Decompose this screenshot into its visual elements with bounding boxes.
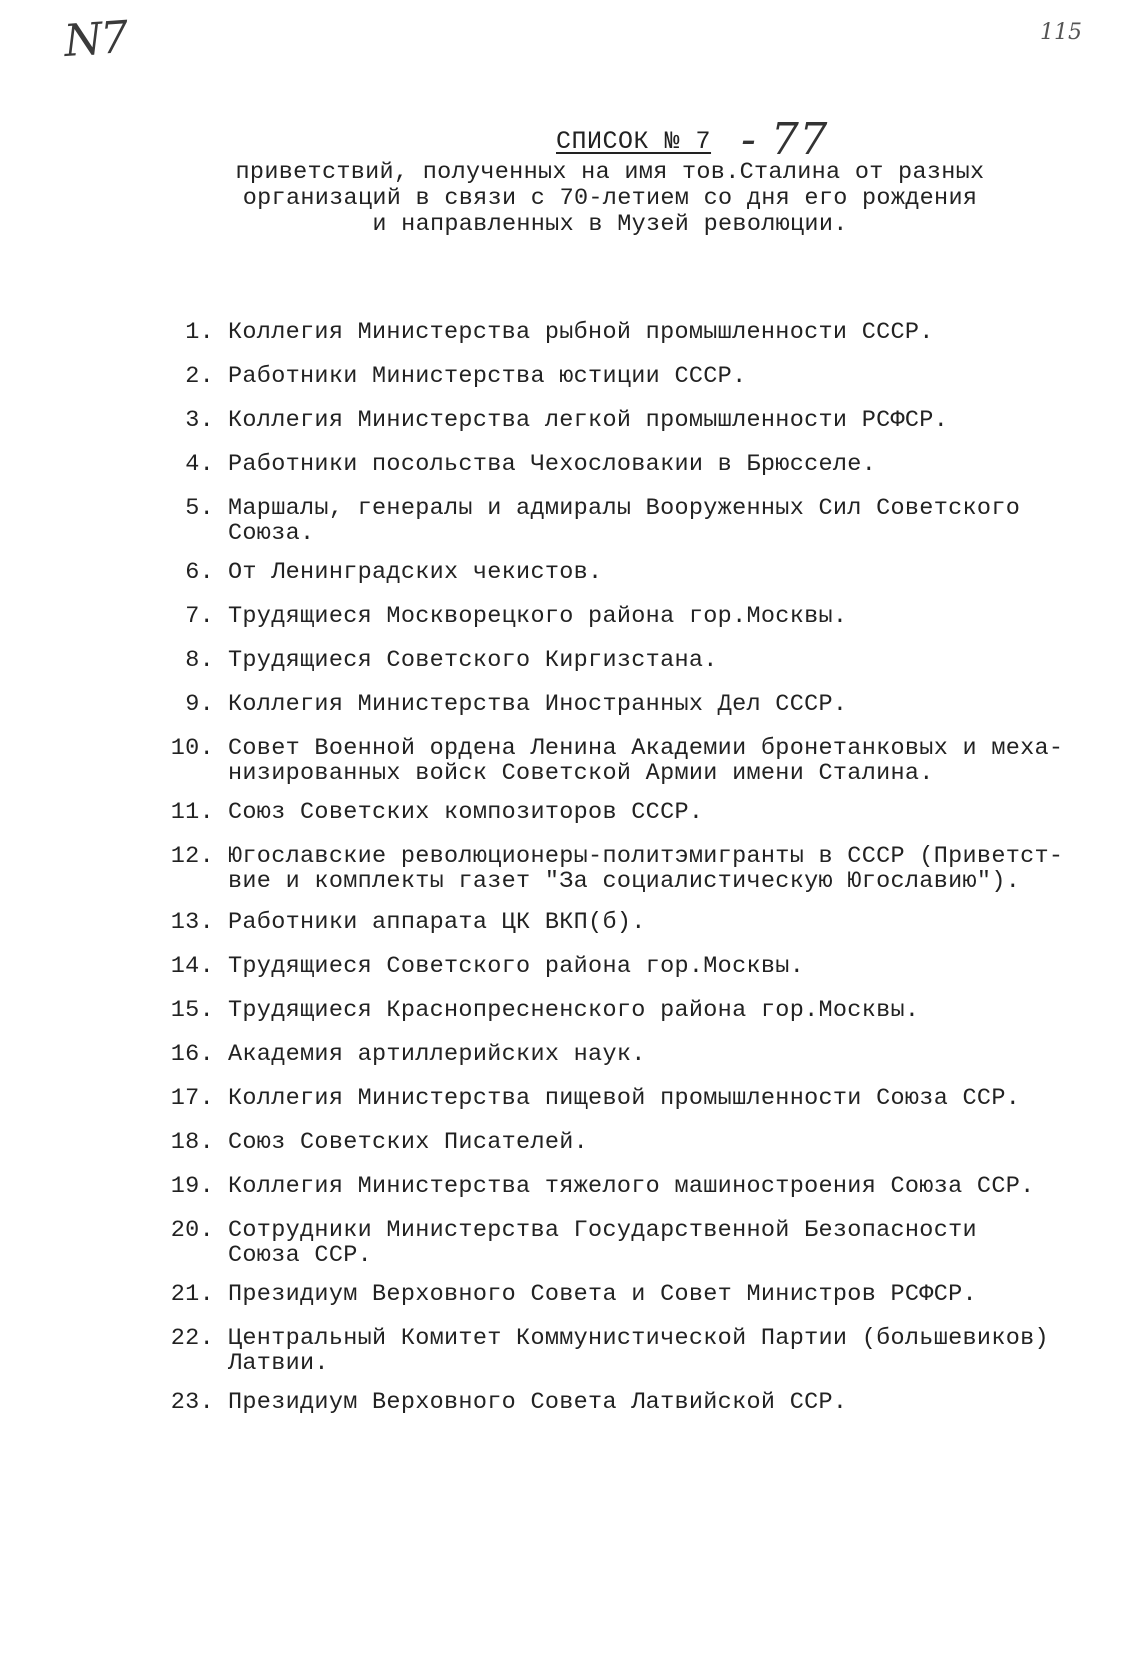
list-item-text: Президиум Верховного Совета Латвийской ССР. [228, 1389, 848, 1416]
list-item-text: Маршалы, генералы и адмиралы Вооруженных Сил Советского Союза. [228, 495, 1021, 547]
list-item-number: 4. [185, 451, 214, 478]
handwritten-folio-mark: N7 [62, 11, 129, 68]
list-item-number: 13. [170, 909, 214, 936]
list-item-number: 6. [185, 559, 214, 586]
list-item-number: 14. [170, 953, 214, 980]
list-item-number: 12. [170, 843, 214, 870]
list-item-text: Работники посольства Чехословакии в Брюсселе. [228, 451, 877, 478]
list-item-number: 19. [170, 1173, 214, 1200]
list-item-number: 1. [185, 319, 214, 346]
list-item-number: 17. [170, 1085, 214, 1112]
list-item-text: Коллегия Министерства Иностранных Дел СССР. [228, 691, 848, 718]
list-item-number: 7. [185, 603, 214, 630]
list-item-text: Центральный Комитет Коммунистической Партии (большевиков) Латвии. [228, 1325, 1049, 1377]
handwritten-page-number: 115 [1040, 20, 1082, 45]
document-title-line [556, 108, 828, 165]
document-title: СПИСОК № 7 [556, 127, 712, 156]
list-item-text: Коллегия Министерства пищевой промышленности Союза ССР. [228, 1085, 1021, 1112]
list-item-text: Президиум Верховного Совета и Совет Министров РСФСР. [228, 1281, 977, 1308]
list-item-number: 3. [185, 407, 214, 434]
list-item-number: 20. [170, 1217, 214, 1244]
list-item-number: 9. [185, 691, 214, 718]
list-item-number: 10. [170, 735, 214, 762]
list-item-number: 8. [185, 647, 214, 674]
list-item-text: Союз Советских Писателей. [228, 1129, 589, 1156]
subtitle-line: приветствий, полученных на имя тов.Сталина от разных [235, 159, 985, 186]
list-item-text: Югославские революционеры-политэмигранты в СССР (Приветст- вие и комплекты газет "За социалистическую Югославию"). [228, 843, 1064, 895]
handwritten-list-number: - 77 [741, 114, 828, 165]
list-item-text: Трудящиеся Москворецкого района гор.Москвы. [228, 603, 848, 630]
list-item-number: 16. [170, 1041, 214, 1068]
list-item-number: 2. [185, 363, 214, 390]
list-item-text: Коллегия Министерства тяжелого машиностроения Союза ССР. [228, 1173, 1035, 1200]
list-item-text: Коллегия Министерства легкой промышленности РСФСР. [228, 407, 949, 434]
list-item-text: Трудящиеся Советского Киргизстана. [228, 647, 718, 674]
list-item-text: Сотрудники Министерства Государственной Безопасности Союза ССР. [228, 1217, 977, 1269]
list-item-text: Академия артиллерийских наук. [228, 1041, 646, 1068]
subtitle-line: и направленных в Музей революции. [372, 211, 848, 238]
list-item-text: Совет Военной ордена Ленина Академии бронетанковых и меха- низированных войск Советской Армии имени Сталина. [228, 735, 1064, 787]
list-item-text: Работники аппарата ЦК ВКП(б). [228, 909, 646, 936]
list-item-number: 21. [170, 1281, 214, 1308]
list-item-number: 22. [170, 1325, 214, 1352]
list-item-text: Трудящиеся Советского района гор.Москвы. [228, 953, 805, 980]
list-item-text: Союз Советских композиторов СССР. [228, 799, 704, 826]
list-item-number: 5. [185, 495, 214, 522]
list-item-number: 15. [170, 997, 214, 1024]
subtitle-line: организаций в связи с 70-летием со дня его рождения [242, 185, 978, 212]
list-item-text: Трудящиеся Краснопресненского района гор.Москвы. [228, 997, 920, 1024]
document-subtitle [160, 160, 1060, 238]
list-item-text: Коллегия Министерства рыбной промышленности СССР. [228, 319, 934, 346]
list-item-number: 11. [170, 799, 214, 826]
list-item-number: 23. [170, 1389, 214, 1416]
list-item-number: 18. [170, 1129, 214, 1156]
list-item-text: От Ленинградских чекистов. [228, 559, 603, 586]
list-item-text: Работники Министерства юстиции СССР. [228, 363, 747, 390]
